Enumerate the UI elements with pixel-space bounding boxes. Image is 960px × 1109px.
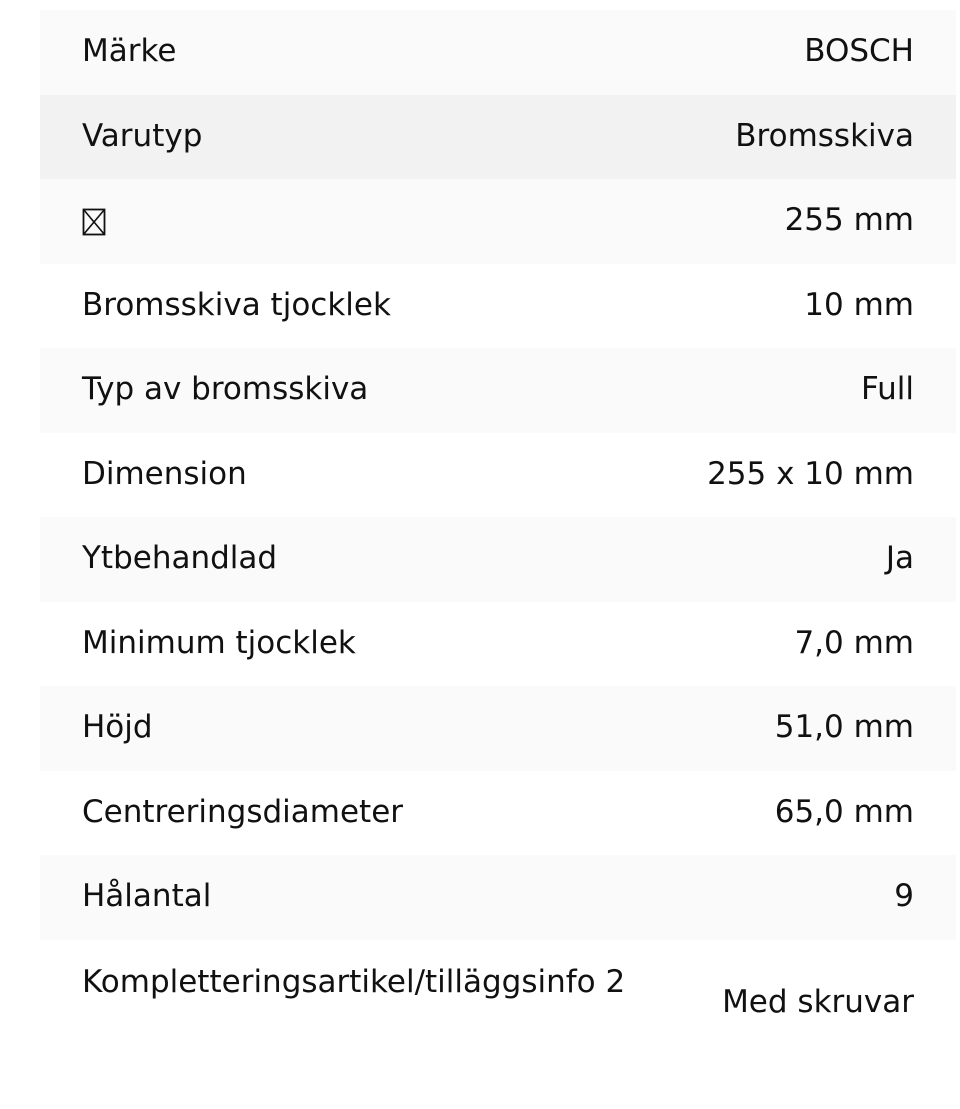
- spec-label: Hålantal: [82, 878, 212, 915]
- spec-row-brand: [40, 10, 956, 95]
- spec-row-centering-diameter: [40, 771, 956, 856]
- spec-value: 7,0 mm: [794, 624, 914, 661]
- spec-row-supplementary-info: [40, 940, 956, 1070]
- spec-label: Dimension: [82, 455, 247, 492]
- spec-row-height: [40, 686, 956, 771]
- spec-label: Minimum tjocklek: [82, 624, 356, 661]
- spec-label: Bromsskiva tjocklek: [82, 286, 391, 323]
- spec-value: 51,0 mm: [774, 709, 914, 746]
- spec-row-disc-type: [40, 348, 956, 433]
- spec-row-product-type: [40, 95, 956, 180]
- spec-value: 255 mm: [784, 202, 914, 239]
- spec-row-dimension: [40, 433, 956, 518]
- spec-row-thickness: [40, 264, 956, 349]
- diameter-icon: [82, 208, 106, 236]
- spec-label: Typ av bromsskiva: [82, 371, 369, 408]
- spec-row-hole-count: [40, 855, 956, 940]
- spec-label: Ytbehandlad: [82, 540, 278, 577]
- spec-label: Varutyp: [82, 117, 203, 154]
- spec-label: Höjd: [82, 709, 153, 746]
- spec-value: 255 x 10 mm: [707, 455, 914, 492]
- spec-value: 10 mm: [804, 286, 914, 323]
- spec-row-surface-treated: [40, 517, 956, 602]
- spec-table: [40, 10, 956, 1070]
- spec-label: Centreringsdiameter: [82, 793, 404, 830]
- spec-value: Bromsskiva: [735, 117, 914, 154]
- spec-row-minimum-thickness: [40, 602, 956, 687]
- spec-label: [82, 200, 106, 242]
- spec-value: Ja: [885, 540, 914, 577]
- spec-value: Med skruvar: [722, 983, 914, 1020]
- spec-value: Full: [860, 371, 914, 408]
- spec-value: 9: [894, 878, 914, 915]
- spec-row-diameter: [40, 179, 956, 264]
- spec-label: Kompletteringsartikel/tilläggsinfo 2: [82, 963, 626, 1000]
- spec-value: BOSCH: [804, 33, 914, 70]
- spec-label: Märke: [82, 33, 177, 70]
- spec-value: 65,0 mm: [774, 793, 914, 830]
